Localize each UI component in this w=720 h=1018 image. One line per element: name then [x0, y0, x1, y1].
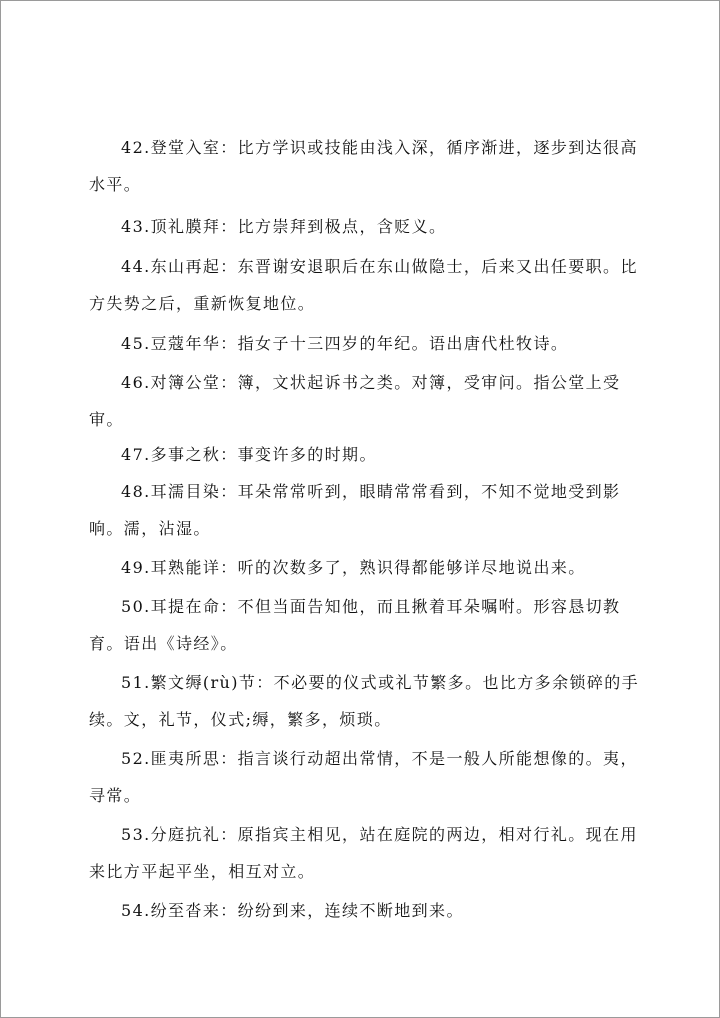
idiom-entry-45: 45.豆蔻年华：指女子十三四岁的年纪。语出唐代杜牧诗。 [121, 334, 569, 353]
idiom-entry-53: 53.分庭抗礼：原指宾主相见，站在庭院的两边，相对行礼。现在用来比方平起平坐，相互对立。 [89, 825, 638, 881]
idiom-list [89, 129, 649, 929]
idiom-entry-51: 51.繁文缛(rù)节：不必要的仪式或礼节繁多。也比方多余锁碎的手续。文，礼节，仪式;缛，繁多，烦琐。 [89, 673, 640, 729]
idiom-entry-44: 44.东山再起：东晋谢安退职后在东山做隐士，后来又出任要职。比方失势之后，重新恢复地位。 [89, 257, 638, 313]
idiom-entry-50: 50.耳提在命：不但当面告知他，而且揪着耳朵嘱咐。形容恳切教育。语出《诗经》。 [89, 597, 621, 653]
idiom-entry-42: 42.登堂入室：比方学识或技能由浅入深，循序渐进，逐步到达很高水平。 [89, 138, 638, 194]
idiom-entry-47: 47.多事之秋：事变许多的时期。 [121, 445, 377, 464]
idiom-entry-43: 43.顶礼膜拜：比方崇拜到极点，含贬义。 [121, 217, 447, 236]
idiom-entry-54: 54.纷至沓来：纷纷到来，连续不断地到来。 [121, 901, 464, 920]
idiom-entry-46: 46.对簿公堂：簿，文状起诉书之类。对簿，受审问。指公堂上受审。 [89, 373, 621, 429]
idiom-entry-48: 48.耳濡目染：耳朵常常听到，眼睛常常看到，不知不觉地受到影响。濡，沾湿。 [89, 482, 621, 538]
idiom-entry-52: 52.匪夷所思：指言谈行动超出常情，不是一般人所能想像的。夷，寻常。 [89, 749, 638, 805]
idiom-entry-49: 49.耳熟能详：听的次数多了，熟识得都能够详尽地说出来。 [121, 558, 586, 577]
